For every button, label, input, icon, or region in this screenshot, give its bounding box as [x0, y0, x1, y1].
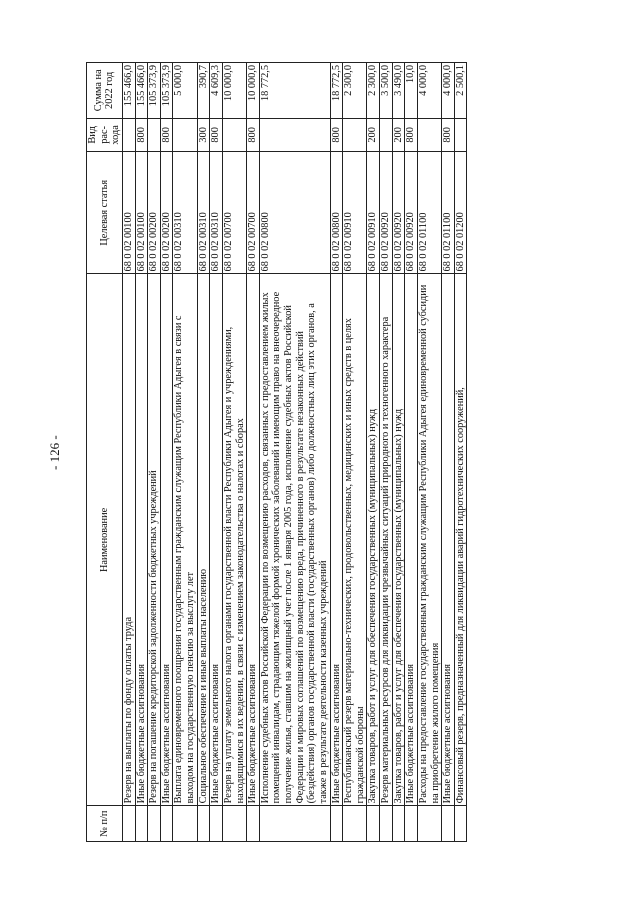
row-vid-cell: [259, 118, 330, 151]
row-name-cell: Закупка товаров, работ и услуг для обеспечения государственных (муниципальных) нужд: [367, 274, 380, 806]
row-sum-cell: 18 772,5: [330, 63, 343, 119]
row-num-cell: [122, 806, 135, 842]
table-row: [392, 63, 405, 842]
table-row: [367, 63, 380, 842]
row-vid-cell: [148, 118, 161, 151]
row-sum-cell: 4 000,0: [442, 63, 455, 119]
table-row: [173, 63, 197, 842]
row-name-cell: Резерв на погашение кредиторской задолженности бюджетных учреждений: [148, 274, 161, 806]
row-vid-cell: 300: [197, 118, 210, 151]
table-row: [135, 63, 148, 842]
table-header-row: [87, 63, 123, 842]
row-vid-cell: 800: [442, 118, 455, 151]
header-vid: Вид рас- хода: [87, 118, 123, 151]
row-name-cell: Закупка товаров, работ и услуг для обеспечения государственных (муниципальных) нужд: [392, 274, 405, 806]
table-row: [210, 63, 223, 842]
row-vid-cell: [222, 118, 246, 151]
row-name-cell: Резерв на выплаты по фонду оплаты труда: [122, 274, 135, 806]
row-sum-cell: 155 466,0: [135, 63, 148, 119]
row-num-cell: [148, 806, 161, 842]
row-sum-cell: 2 500,1: [454, 63, 467, 119]
table-row: [380, 63, 393, 842]
row-code-cell: 68 0 02 01200: [454, 152, 467, 274]
header-code: Целевая статья: [87, 152, 123, 274]
row-num-cell: [405, 806, 418, 842]
table-row: [259, 63, 330, 842]
row-num-cell: [392, 806, 405, 842]
row-vid-cell: 800: [160, 118, 173, 151]
header-name: Наименование: [87, 274, 123, 806]
row-vid-cell: 800: [210, 118, 223, 151]
row-vid-cell: [173, 118, 197, 151]
row-sum-cell: 2 300,0: [367, 63, 380, 119]
row-name-cell: Резерв на уплату земельного налога органами государственной власти Республики Адыгея и учреждениями, находящимися в их ведении, в связи с изменением законодательства о налогах и сборах: [222, 274, 246, 806]
table-row: [454, 63, 467, 842]
row-sum-cell: 18 772,5: [259, 63, 330, 119]
row-vid-cell: [122, 118, 135, 151]
row-vid-cell: [380, 118, 393, 151]
row-num-cell: [160, 806, 173, 842]
row-code-cell: 68 0 02 00800: [259, 152, 330, 274]
row-sum-cell: 4 000,0: [417, 63, 441, 119]
table-row: [222, 63, 246, 842]
row-code-cell: 68 0 02 00920: [392, 152, 405, 274]
row-name-cell: Республиканский резерв материально-технических, продовольственных, медицинских и иных средств в целях гражданской обороны: [343, 274, 367, 806]
row-code-cell: 68 0 02 00200: [148, 152, 161, 274]
table-row: [405, 63, 418, 842]
row-num-cell: [442, 806, 455, 842]
row-num-cell: [247, 806, 260, 842]
row-vid-cell: 800: [247, 118, 260, 151]
page-number: - 126 -: [47, 435, 62, 470]
row-code-cell: 68 0 02 00700: [222, 152, 246, 274]
row-num-cell: [197, 806, 210, 842]
row-code-cell: 68 0 02 00920: [380, 152, 393, 274]
row-code-cell: 68 0 02 01100: [417, 152, 441, 274]
row-num-cell: [173, 806, 197, 842]
row-code-cell: 68 0 02 00200: [160, 152, 173, 274]
row-vid-cell: [343, 118, 367, 151]
table-row: [417, 63, 441, 842]
row-name-cell: Выплата единовременного поощрения государственным гражданским служащим Республики Адыгея в связи с выходом на государственную пенсию за выслугу лет: [173, 274, 197, 806]
row-vid-cell: [417, 118, 441, 151]
row-sum-cell: 2 300,0: [343, 63, 367, 119]
row-num-cell: [135, 806, 148, 842]
row-name-cell: Иные бюджетные ассигнования: [442, 274, 455, 806]
row-num-cell: [259, 806, 330, 842]
table-row: [160, 63, 173, 842]
header-sum: Сумма на 2022 год: [87, 63, 123, 119]
row-name-cell: Исполнение судебных актов Российской Федерации по возмещению расходов, связанных с предоставлением жилых помещений инвалидам, страдающим тяжелой формой хронических заболеваний и имеющим право на внеочередное получение жилья, ставшим на жилищный учет после 1 января 2005 года, исполнение судебных актов Российской Федерации и мировых соглашений по возмещению вреда, причиненного в результате незаконных действий (бездействия) органов государственной власти (государственных органов) либо должностных лиц этих органов, а также в результате деятельности казенных учреждений: [259, 274, 330, 806]
row-code-cell: 68 0 02 00310: [173, 152, 197, 274]
row-num-cell: [417, 806, 441, 842]
row-sum-cell: 5 000,0: [173, 63, 197, 119]
row-code-cell: 68 0 02 00920: [405, 152, 418, 274]
row-vid-cell: [454, 118, 467, 151]
row-code-cell: 68 0 02 00700: [247, 152, 260, 274]
row-vid-cell: 800: [405, 118, 418, 151]
row-sum-cell: 10,0: [405, 63, 418, 119]
row-num-cell: [367, 806, 380, 842]
row-num-cell: [222, 806, 246, 842]
row-name-cell: Иные бюджетные ассигнования: [210, 274, 223, 806]
row-num-cell: [330, 806, 343, 842]
row-sum-cell: 10 000,0: [247, 63, 260, 119]
row-num-cell: [454, 806, 467, 842]
row-vid-cell: 800: [135, 118, 148, 151]
row-sum-cell: 105 373,9: [160, 63, 173, 119]
row-name-cell: Финансовый резерв, предназначенный для ликвидации аварий гидротехнических сооружений,: [454, 274, 467, 806]
row-vid-cell: 200: [367, 118, 380, 151]
table-row: [442, 63, 455, 842]
row-code-cell: 68 0 02 00910: [367, 152, 380, 274]
row-name-cell: Расходы на предоставление государственным гражданским служащим Республики Адыгея единовременной субсидии на приобретение жилого помещения: [417, 274, 441, 806]
header-num: № п/п: [87, 806, 123, 842]
row-name-cell: Социальное обеспечение и иные выплаты населению: [197, 274, 210, 806]
row-name-cell: Иные бюджетные ассигнования: [135, 274, 148, 806]
row-code-cell: 68 0 02 00310: [197, 152, 210, 274]
budget-table: [86, 62, 467, 842]
row-sum-cell: 10 000,0: [222, 63, 246, 119]
table-row: [122, 63, 135, 842]
row-name-cell: Иные бюджетные ассигнования: [405, 274, 418, 806]
row-code-cell: 68 0 02 00310: [210, 152, 223, 274]
row-vid-cell: 800: [330, 118, 343, 151]
table-row: [343, 63, 367, 842]
row-code-cell: 68 0 02 00100: [122, 152, 135, 274]
row-name-cell: Иные бюджетные ассигнования: [247, 274, 260, 806]
row-code-cell: 68 0 02 00800: [330, 152, 343, 274]
row-name-cell: Иные бюджетные ассигнования: [160, 274, 173, 806]
row-sum-cell: 105 373,9: [148, 63, 161, 119]
row-num-cell: [380, 806, 393, 842]
row-name-cell: Резерв материальных ресурсов для ликвидации чрезвычайных ситуаций природного и техногенного характера: [380, 274, 393, 806]
row-num-cell: [343, 806, 367, 842]
row-code-cell: 68 0 02 00100: [135, 152, 148, 274]
row-code-cell: 68 0 02 00910: [343, 152, 367, 274]
row-sum-cell: 390,7: [197, 63, 210, 119]
row-vid-cell: 200: [392, 118, 405, 151]
table-row: [247, 63, 260, 842]
table-body: [122, 63, 467, 842]
table-row: [197, 63, 210, 842]
row-sum-cell: 3 500,0: [380, 63, 393, 119]
rotated-page-content: [86, 62, 588, 842]
row-num-cell: [210, 806, 223, 842]
row-sum-cell: 3 490,0: [392, 63, 405, 119]
table-row: [148, 63, 161, 842]
row-sum-cell: 4 609,3: [210, 63, 223, 119]
row-sum-cell: 155 466,0: [122, 63, 135, 119]
row-name-cell: Иные бюджетные ассигнования: [330, 274, 343, 806]
table-row: [330, 63, 343, 842]
row-code-cell: 68 0 02 01100: [442, 152, 455, 274]
